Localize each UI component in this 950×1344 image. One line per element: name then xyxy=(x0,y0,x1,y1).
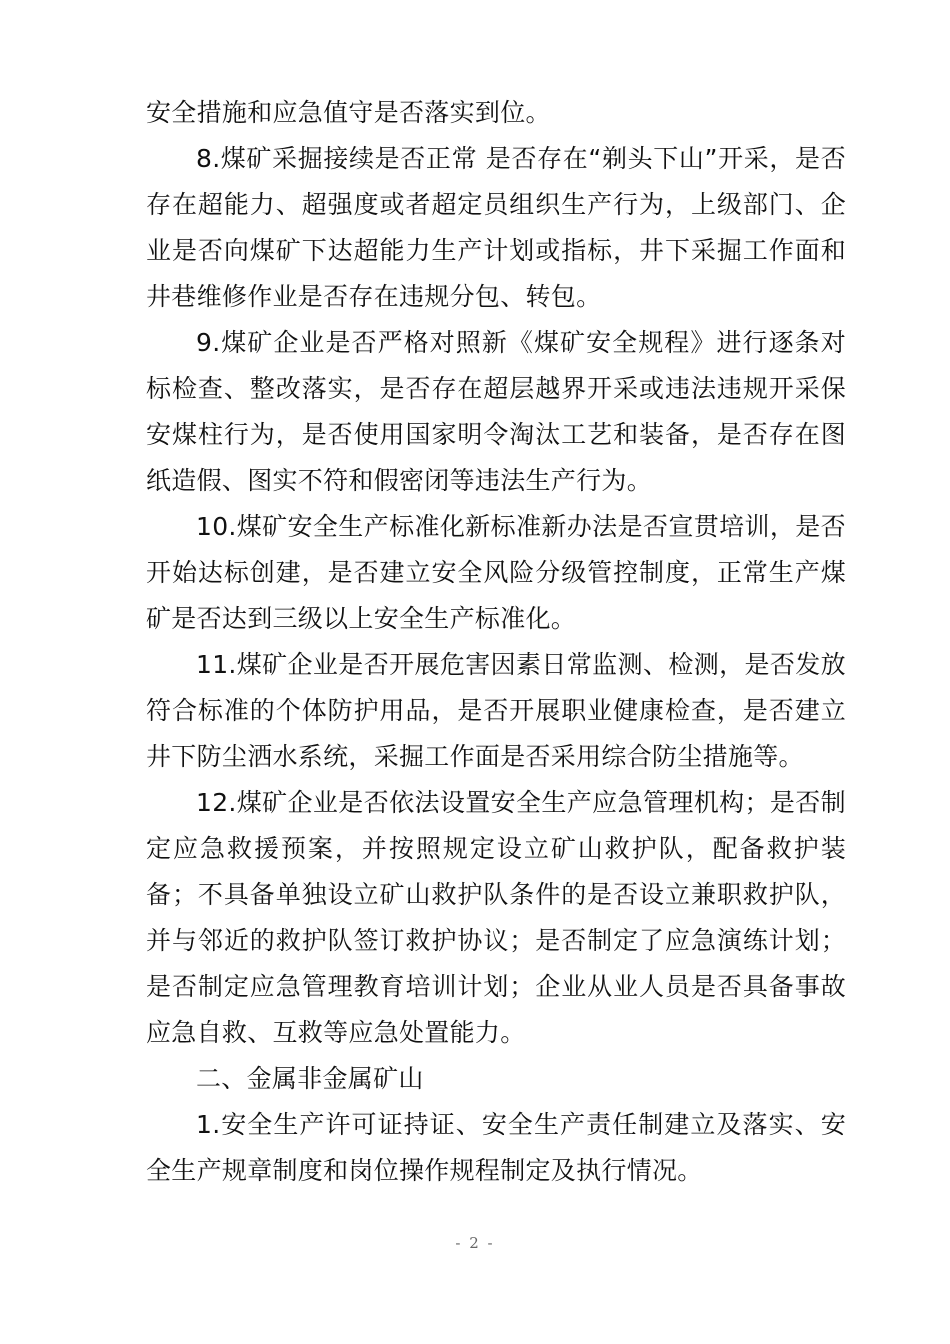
page-number: - 2 - xyxy=(455,1234,495,1252)
paragraph-section2-item-1: 1.安全生产许可证持证、安全生产责任制建立及落实、安全生产规章制度和岗位操作规程制定及执行情况。 xyxy=(146,1110,846,1185)
paragraph-item-10: 10.煤矿安全生产标准化新标准新办法是否宣贯培训，是否开始达标创建，是否建立安全风险分级管控制度，正常生产煤矿是否达到三级以上安全生产标准化。 xyxy=(146,512,846,633)
paragraph-item-9: 9.煤矿企业是否严格对照新《煤矿安全规程》进行逐条对标检查、整改落实，是否存在超层越界开采或违法违规开采保安煤柱行为，是否使用国家明令淘汰工艺和装备，是否存在图纸造假、图实不符和假密闭等违法生产行为。 xyxy=(146,328,846,495)
document-body xyxy=(146,90,846,1194)
paragraph-item-11: 11.煤矿企业是否开展危害因素日常监测、检测，是否发放符合标准的个体防护用品，是否开展职业健康检查，是否建立井下防尘洒水系统，采掘工作面是否采用综合防尘措施等。 xyxy=(146,650,846,771)
paragraph-item-12: 12.煤矿企业是否依法设置安全生产应急管理机构；是否制定应急救援预案，并按照规定设立矿山救护队，配备救护装备；不具备单独设立矿山救护队条件的是否设立兼职救护队，并与邻近的救护队签订救护协议；是否制定了应急演练计划；是否制定应急管理教育培训计划；企业从业人员是否具备事故应急自救、互救等应急处置能力。 xyxy=(146,788,846,1047)
paragraph-continuation: 安全措施和应急值守是否落实到位。 xyxy=(146,98,551,127)
paragraph-item-8: 8.煤矿采掘接续是否正常 是否存在“剃头下山”开采，是否存在超能力、超强度或者超定员组织生产行为，上级部门、企业是否向煤矿下达超能力生产计划或指标，井下采掘工作面和井巷维修作业是否存在违规分包、转包。 xyxy=(146,144,846,311)
section-heading-metal-nonmetal-mines: 二、金属非金属矿山 xyxy=(196,1064,424,1093)
